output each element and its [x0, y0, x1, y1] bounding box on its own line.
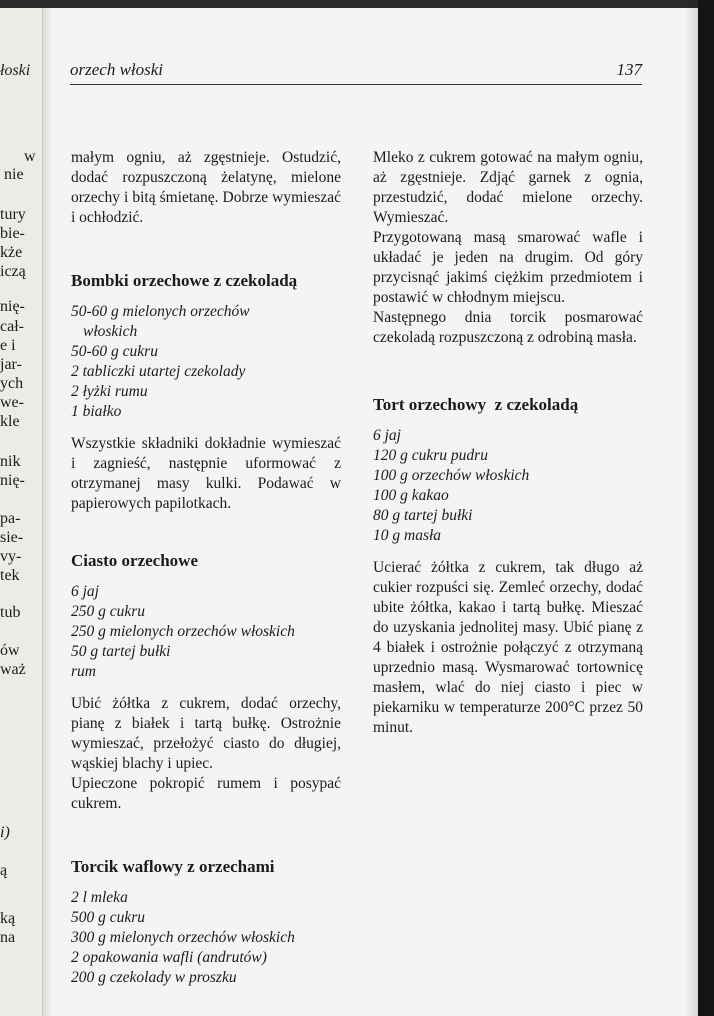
fragment: kle [0, 413, 20, 430]
ingredient: 10 g masła [373, 527, 442, 544]
fragment: łoski [0, 62, 31, 79]
recipe-instructions: Następnego dnia torcik posmarować czekoladą rozpuszczoną z odrobiną masła. [373, 309, 643, 346]
ingredient: rum [71, 663, 96, 680]
scan-top-edge [0, 0, 714, 8]
fragment: e i [0, 337, 16, 354]
right-edge-shade [684, 0, 698, 1016]
recipe-instructions: Ucierać żółtka z cukrem, tak długo aż cukier rozpuści się. Zemleć orzechy, dodać ubite żółtka, kakao i tartą bułkę. Mieszać do uzyskania jednolitej masy. Ubić pianę z 4 białek i ostrożnie połączyć z otrzymaną uprzednio masą. Wysmarować tortownicę masłem, wlać do niej ciasto i piec w piekarniku w temperaturze 200°C przez 50 minut. [373, 559, 643, 736]
scan-right-edge [698, 0, 714, 1016]
ingredient: 1 białko [71, 403, 122, 420]
recipe-title: Ciasto orzechowe [71, 551, 198, 570]
ingredient: 100 g kakao [373, 487, 449, 504]
fragment: ów [0, 642, 20, 659]
ingredient: włoskich [83, 323, 138, 340]
recipe-title: Tort orzechowy z czekoladą [373, 395, 579, 414]
fragment: bie- [0, 225, 25, 242]
fragment: tury [0, 206, 26, 223]
fragment: i) [0, 824, 10, 841]
fragment: ą [0, 862, 8, 879]
recipe-title: Bombki orzechowe z czekoladą [71, 271, 298, 290]
gutter-shadow [43, 8, 53, 1016]
ingredient: 500 g cukru [71, 909, 146, 926]
fragment: we- [0, 394, 24, 411]
continued-paragraph: małym ogniu, aż zgęstnieje. Ostudzić, dodać rozpuszczoną żelatynę, mielone orzechy i bitą śmietanę. Dobrze wymieszać i ochłodzić. [71, 149, 341, 226]
running-header [70, 60, 642, 85]
ingredient: 2 łyżki rumu [71, 383, 148, 400]
fragment: pa- [0, 510, 21, 527]
left-column [71, 148, 341, 988]
ingredient: 80 g tartej bułki [373, 507, 473, 524]
recipe-instructions: Wszystkie składniki dokładnie wymieszać i zagnieść, następnie uformować z otrzymanej masy kulki. Podawać w papierowych papilotkach. [71, 435, 341, 512]
fragment: w [24, 148, 36, 165]
fragment: nie [4, 166, 24, 183]
fragment: nię- [0, 472, 25, 489]
ingredient: 50-60 g cukru [71, 343, 158, 360]
fragment: tub [0, 604, 21, 621]
ingredient: 2 opakowania wafli (andrutów) [71, 949, 267, 966]
ingredient: 300 g mielonych orzechów włoskich [71, 929, 295, 946]
recipe-instructions: Ubić żółtka z cukrem, dodać orzechy, pianę z białek i tartą bułkę. Ostrożnie wymieszać, przełożyć ciasto do długiej, wąskiej blachy i upiec. [71, 695, 341, 772]
fragment: iczą [0, 263, 26, 280]
fragment: nik [0, 453, 21, 470]
recipe-instructions: Mleko z cukrem gotować na małym ogniu, aż zgęstnieje. Zdjąć garnek z ognia, przestudzić, dodać mielone orzechy. Wymieszać. [373, 149, 643, 226]
fragment: cał- [0, 318, 24, 335]
recipe-instructions: Upieczone pokropić rumem i posypać cukrem. [71, 775, 341, 812]
fragment: na [0, 929, 16, 946]
page-number: 137 [616, 60, 642, 79]
ingredient: 250 g mielonych orzechów włoskich [71, 623, 295, 640]
ingredient: 2 tabliczki utartej czekolady [71, 363, 246, 380]
ingredient: 6 jaj [373, 427, 401, 444]
fragment: kże [0, 244, 23, 261]
recipe-instructions: Przygotowaną masą smarować wafle i układać je jeden na drugim. Od góry przycisnąć jakimś ciężkim przedmiotem i postawić w chłodnym miejscu. [373, 229, 643, 306]
ingredient: 200 g czekolady w proszku [71, 969, 237, 986]
fragment: ką [0, 910, 16, 927]
fragment: sie- [0, 529, 24, 546]
running-title: orzech włoski [70, 60, 164, 79]
ingredient: 250 g cukru [71, 603, 146, 620]
ingredient: 50 g tartej bułki [71, 643, 171, 660]
fragment: ych [0, 375, 24, 392]
fragment: tek [0, 567, 20, 584]
ingredient: 120 g cukru pudru [373, 447, 488, 464]
ingredient: 50-60 g mielonych orzechów [71, 303, 250, 320]
right-column [373, 148, 643, 738]
recipe-title: Torcik waflowy z orzechami [71, 857, 275, 876]
ingredient: 100 g orzechów włoskich [373, 467, 530, 484]
fragment: waż [0, 661, 26, 678]
fragment: nię- [0, 298, 25, 315]
ingredient: 2 l mleka [71, 889, 128, 906]
fragment: vy- [0, 548, 22, 565]
ingredient: 6 jaj [71, 583, 99, 600]
fragment: jar- [0, 356, 22, 373]
